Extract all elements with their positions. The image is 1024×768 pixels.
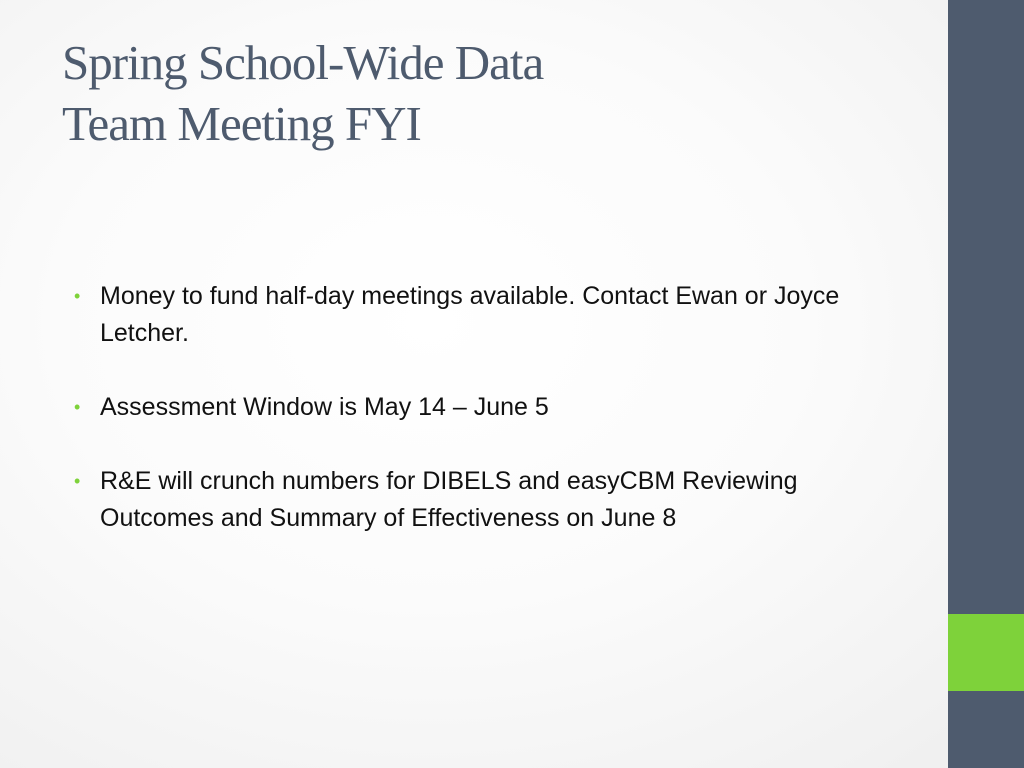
bullet-list [74,278,894,553]
bullet-text: Assessment Window is May 14 – June 5 [100,393,549,421]
bullet-dot-icon: • [74,397,81,417]
bullet-item [74,278,894,352]
slide-title [62,32,922,154]
sidebar-accent-block [948,614,1024,691]
bullet-text: Money to fund half-day meetings available. Contact Ewan or Joyce Letcher. [100,282,840,347]
title-line-1: Spring School-Wide Data [62,35,544,90]
title-line-2: Team Meeting FYI [62,96,421,151]
bullet-dot-icon: • [74,286,81,306]
bullet-item [74,463,894,537]
bullet-dot-icon: • [74,471,81,491]
bullet-item [74,389,894,426]
bullet-text: R&E will crunch numbers for DIBELS and easyCBM Reviewing Outcomes and Summary of Effectiveness on June 8 [100,467,798,532]
